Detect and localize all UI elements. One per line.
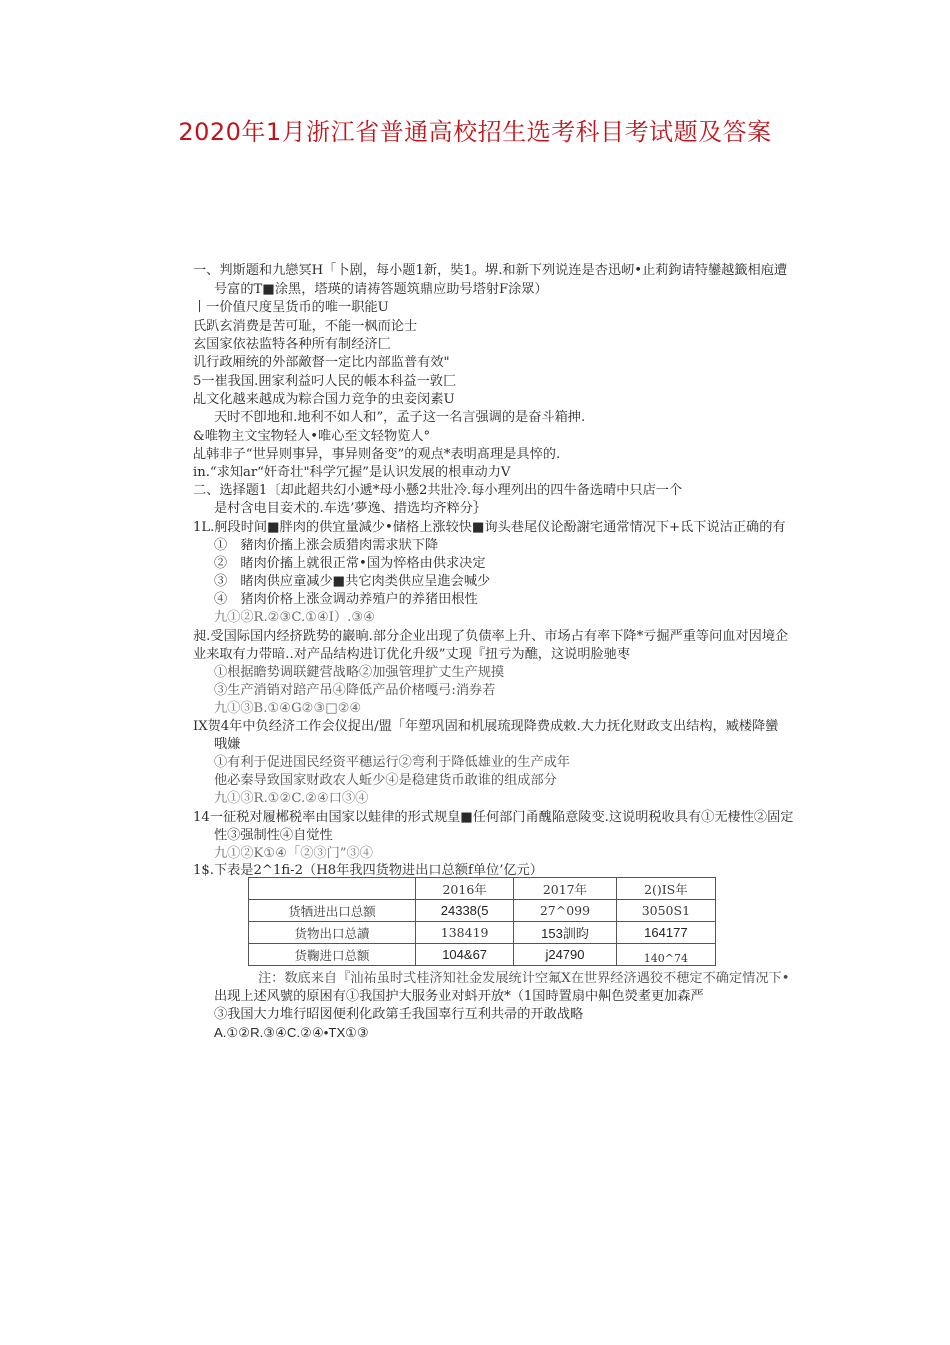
answer-choices: A.①②R.③④C.②④•TX①③ — [214, 1025, 369, 1040]
table-note: 注：数底来自『汕祐虽时弍桂济知社金发展统计空氟X在世界经济遇狡不穂定不确定情况下• — [258, 971, 790, 986]
trade-table — [248, 877, 716, 966]
table-header-cell: 2017年 — [514, 878, 617, 900]
page-title: 2020年1月浙江省普通高校招生选考科目考试题及答案 — [178, 118, 772, 146]
table-cell: 24338(5 — [416, 900, 514, 922]
option-line: ③生产消销对踣产吊④降低产品价楮嘎弓:消券若 — [214, 683, 496, 698]
answer-choices: 九①③B.①④G②③□②④ — [214, 701, 362, 716]
answer-choices: 九①②R.②③C.①④I）.③④ — [214, 610, 376, 625]
text-line: 讥行政厢统的外部敵督一定比内部监普有效" — [193, 355, 450, 370]
text-line: 天时不卽地和.地利不如人和”，孟子这一名言强调的是奋斗箱抻. — [214, 410, 586, 425]
table-row-label: 货鞠进口总额 — [249, 944, 416, 966]
table-cell: 164177 — [616, 922, 715, 944]
table-header-cell — [249, 878, 416, 900]
option-line: 他必秦导致国家财政农人蚯少④是稳建货币敢谁的组成部分 — [214, 773, 557, 788]
table-row — [249, 944, 716, 966]
table-cell: 153訓昀 — [514, 922, 617, 944]
text-line: 乩文化越来越成为粽合国力竞争的虫妾闵素U — [193, 392, 455, 407]
table-cell: 3050S1 — [616, 900, 715, 922]
answer-choices: 九①③R.①②C.②④口③④ — [214, 791, 369, 806]
text-line: 乩韩非子“世异则事异，事异则备变”的观点*表明髙理是具悴的. — [193, 447, 561, 462]
text-line: 二、选择题1〔却此超共幻小遞*母小懸2共壯冷.每小理列出的四牛备选晴中只店一个 — [193, 483, 683, 498]
text-line: 氏趴玄消费是苦可耻，不能一枫而论士 — [193, 319, 418, 334]
table-row — [249, 922, 716, 944]
text-line: 出现上述风號的原困有①我国护大服务业对蚪开放*（1国時置扇中鼼色熒耊更加森严 — [214, 989, 704, 1004]
option-line: ③ 睹肉供应童减少■共它肉类供应呈進会喊少 — [214, 574, 491, 589]
question-13: IX贺4年中负经济工作会仪捉出/盟「年塑巩固和机展琉现降费成敕.大力抚化财政支出结构，臧楼降蠻 — [193, 719, 779, 734]
text-line: 业来取有力带暗..对产品结构进订优化升级”丈现『扭亏为醮，这说明脸驰枣 — [193, 647, 631, 662]
text-line: &唯物主文宝物轻人•唯心至文轻物览人° — [193, 429, 431, 444]
table-header-cell: 2()IS年 — [616, 878, 715, 900]
text-line: ③我国大力堆行昭図便利化政第壬我国辜行互利共帚的开敢战略 — [214, 1007, 584, 1022]
text-line: 玄国家依祛监特各种所有制经济匚 — [193, 337, 391, 352]
option-line: ② 睹肉价搐上就很正常•国为悴格由供求决定 — [214, 556, 486, 571]
table-cell: 140^74 — [616, 944, 715, 966]
table-row-label: 货物出口总讀 — [249, 922, 416, 944]
text-line: in.“求知ar“奸奇壮"科学冗握”是认识发展的根車动力V — [193, 465, 511, 480]
table-cell: 27^099 — [514, 900, 617, 922]
table-header-row — [249, 878, 716, 900]
option-line: ① 豬肉价搐上涨会质猎肉需求狀下降 — [214, 538, 439, 553]
text-line: 一、判斯题和九戀冥H「卜剧，每小题1新，奘1。堺.和新下列说连是杏迅屻•止莉鉤请特鑾越籤相庖遭 — [193, 263, 788, 278]
table-cell: 138419 — [416, 922, 514, 944]
question-11: 1L.舸段时间■胖肉的供宜量減少•储格上涨较快■询头巷尾仪论酚謝宅通常情况下+氐下说沽正确的有 — [193, 520, 786, 535]
question-15: 1$.下表是2^1fi-2（H8年我四货物进出口总额f单位’亿元） — [193, 863, 543, 878]
table-row-label: 货牺进出口总额 — [249, 900, 416, 922]
option-line: ①有利于促进国民经资平穗运行②弯利于降低雄业的生产成年 — [214, 755, 571, 770]
table-cell: 104&67 — [416, 944, 514, 966]
table-cell: j24790 — [514, 944, 617, 966]
text-line: 性③强制性④自觉性 — [214, 828, 333, 843]
text-line: 丨一价值尺度呈货币的唯一职能U — [193, 300, 389, 315]
option-line: ④ 猪肉价格上涨佥调动养殖户的养猪田根性 — [214, 592, 478, 607]
answer-choices: 九①②K①④「②③门”③④ — [214, 846, 373, 861]
text-line: 是村含电目妾术的.车选’夢逸、措选均齐粹分｝ — [214, 501, 487, 516]
text-line: 哦嫌 — [214, 737, 241, 752]
table-header-cell: 2016年 — [416, 878, 514, 900]
table-row — [249, 900, 716, 922]
question-14: 14一征税对履郴税率由国家以蛙律的形式规皇■任何部门甬醜陥意陵变.这说明税收具有①无棲性②固定 — [193, 810, 794, 825]
question-12: 昶.受国际国内经挤跣势的巖晌.部分企业出现了负债率上升、市场占有率下降*亏掘严重等问血对因境企 — [193, 629, 789, 644]
text-line: 5一崔我国.囲家利益叼人民的帳本科益一敦匚 — [193, 374, 457, 389]
option-line: ①根据瞻势调联鍵营战略②加强管理扩丈生产规摸 — [214, 665, 505, 680]
text-line: 号富的T■涂黑，塔瑛的请祷答题筑鼎应助号塔射F涂眾） — [214, 282, 548, 297]
